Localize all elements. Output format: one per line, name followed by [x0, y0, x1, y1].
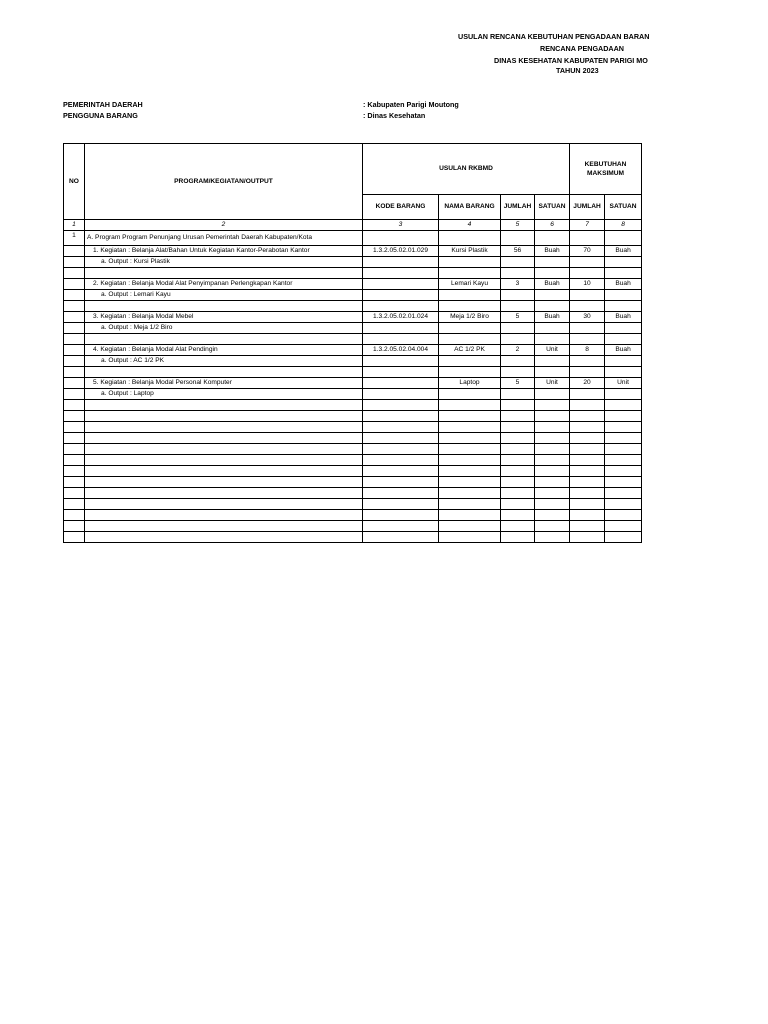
- column-number: 7: [570, 220, 605, 231]
- cell-jumlah-usulan: [501, 323, 535, 334]
- table-row: [64, 444, 642, 455]
- cell-satuan-usulan: [535, 488, 570, 499]
- cell-program: [85, 488, 363, 499]
- cell-jumlah-usulan: [501, 400, 535, 411]
- cell-satuan-usulan: [535, 455, 570, 466]
- cell-satuan-kebutuhan: [605, 334, 642, 345]
- cell-satuan-usulan: [535, 422, 570, 433]
- table-row: [64, 422, 642, 433]
- cell-program: 1. Kegiatan : Belanja Alat/Bahan Untuk Kegiatan Kantor-Perabotan Kantor: [85, 246, 363, 257]
- cell-no: [64, 411, 85, 422]
- cell-jumlah-usulan: [501, 231, 535, 246]
- table-row: [64, 257, 642, 268]
- cell-no: [64, 433, 85, 444]
- cell-no: [64, 257, 85, 268]
- cell-satuan-kebutuhan: [605, 257, 642, 268]
- table-row: [64, 389, 642, 400]
- cell-satuan-kebutuhan: [605, 290, 642, 301]
- table-row: [64, 345, 642, 356]
- cell-kode-barang: [363, 455, 439, 466]
- cell-program: [85, 444, 363, 455]
- cell-jumlah-kebutuhan: [570, 268, 605, 279]
- cell-jumlah-kebutuhan: [570, 499, 605, 510]
- cell-satuan-usulan: [535, 334, 570, 345]
- pemerintah-value: : Kabupaten Parigi Moutong: [363, 100, 459, 109]
- cell-jumlah-kebutuhan: [570, 444, 605, 455]
- cell-satuan-kebutuhan: [605, 477, 642, 488]
- cell-nama-barang: [439, 301, 501, 312]
- header-kebutuhan: KEBUTUHAN MAKSIMUM: [570, 144, 642, 195]
- cell-kode-barang: 1.3.2.05.02.01.029: [363, 246, 439, 257]
- cell-satuan-kebutuhan: [605, 521, 642, 532]
- cell-program: [85, 301, 363, 312]
- pengguna-value: : Dinas Kesehatan: [363, 111, 426, 120]
- cell-jumlah-usulan: [501, 422, 535, 433]
- cell-jumlah-kebutuhan: [570, 488, 605, 499]
- cell-program: a. Output : Laptop: [85, 389, 363, 400]
- cell-program: [85, 334, 363, 345]
- cell-no: [64, 334, 85, 345]
- header-no: NO: [64, 144, 85, 220]
- cell-jumlah-kebutuhan: [570, 231, 605, 246]
- cell-jumlah-kebutuhan: [570, 323, 605, 334]
- cell-satuan-usulan: [535, 444, 570, 455]
- cell-no: [64, 367, 85, 378]
- cell-program: [85, 400, 363, 411]
- cell-satuan-usulan: [535, 521, 570, 532]
- table-row: [64, 312, 642, 323]
- cell-jumlah-usulan: 2: [501, 345, 535, 356]
- cell-kode-barang: 1.3.2.05.02.04.004: [363, 345, 439, 356]
- cell-program: [85, 367, 363, 378]
- cell-nama-barang: [439, 422, 501, 433]
- cell-no: [64, 510, 85, 521]
- cell-no: [64, 422, 85, 433]
- cell-no: [64, 345, 85, 356]
- cell-jumlah-kebutuhan: [570, 257, 605, 268]
- cell-jumlah-usulan: [501, 433, 535, 444]
- column-number: 2: [85, 220, 363, 231]
- header-usulan: USULAN RKBMD: [363, 144, 570, 195]
- cell-kode-barang: [363, 389, 439, 400]
- cell-no: [64, 400, 85, 411]
- cell-jumlah-kebutuhan: 8: [570, 345, 605, 356]
- cell-program: [85, 477, 363, 488]
- cell-kode-barang: [363, 532, 439, 543]
- cell-satuan-usulan: [535, 411, 570, 422]
- cell-jumlah-usulan: [501, 455, 535, 466]
- cell-program: [85, 411, 363, 422]
- cell-satuan-kebutuhan: [605, 400, 642, 411]
- cell-jumlah-kebutuhan: 20: [570, 378, 605, 389]
- cell-satuan-kebutuhan: [605, 422, 642, 433]
- cell-nama-barang: Laptop: [439, 378, 501, 389]
- cell-no: [64, 301, 85, 312]
- header-program: PROGRAM/KEGIATAN/OUTPUT: [85, 144, 363, 220]
- cell-satuan-usulan: [535, 323, 570, 334]
- cell-jumlah-kebutuhan: [570, 422, 605, 433]
- column-number-row: [64, 220, 642, 231]
- cell-kode-barang: [363, 466, 439, 477]
- cell-program: a. Output : Kursi Plastik: [85, 257, 363, 268]
- cell-kode-barang: [363, 411, 439, 422]
- cell-nama-barang: [439, 488, 501, 499]
- cell-satuan-kebutuhan: [605, 510, 642, 521]
- cell-satuan-kebutuhan: [605, 433, 642, 444]
- cell-kode-barang: [363, 231, 439, 246]
- table-body: [64, 231, 642, 543]
- cell-nama-barang: [439, 268, 501, 279]
- cell-nama-barang: [439, 389, 501, 400]
- cell-no: [64, 246, 85, 257]
- column-number: 8: [605, 220, 642, 231]
- cell-satuan-kebutuhan: [605, 367, 642, 378]
- cell-nama-barang: [439, 356, 501, 367]
- cell-no: [64, 268, 85, 279]
- cell-satuan-usulan: Buah: [535, 279, 570, 290]
- cell-no: [64, 389, 85, 400]
- cell-no: 1: [64, 231, 85, 246]
- cell-nama-barang: [439, 400, 501, 411]
- cell-kode-barang: [363, 433, 439, 444]
- cell-kode-barang: 1.3.2.05.02.01.024: [363, 312, 439, 323]
- cell-satuan-kebutuhan: [605, 356, 642, 367]
- cell-satuan-usulan: Unit: [535, 378, 570, 389]
- cell-satuan-kebutuhan: [605, 466, 642, 477]
- table-row: [64, 323, 642, 334]
- cell-no: [64, 455, 85, 466]
- cell-jumlah-usulan: [501, 301, 535, 312]
- cell-satuan-kebutuhan: Buah: [605, 279, 642, 290]
- cell-jumlah-kebutuhan: [570, 356, 605, 367]
- cell-jumlah-usulan: [501, 444, 535, 455]
- header-nama-barang: NAMA BARANG: [439, 195, 501, 220]
- table-row: [64, 433, 642, 444]
- cell-jumlah-usulan: [501, 356, 535, 367]
- cell-jumlah-kebutuhan: [570, 510, 605, 521]
- cell-satuan-usulan: [535, 477, 570, 488]
- cell-jumlah-usulan: [501, 268, 535, 279]
- header-title-line-1: USULAN RENCANA KEBUTUHAN PENGADAAN BARAN: [458, 32, 650, 41]
- cell-jumlah-kebutuhan: [570, 290, 605, 301]
- table-row: [64, 510, 642, 521]
- cell-jumlah-kebutuhan: [570, 400, 605, 411]
- cell-nama-barang: [439, 444, 501, 455]
- cell-kode-barang: [363, 422, 439, 433]
- cell-satuan-usulan: Unit: [535, 345, 570, 356]
- header-satuan-usulan: SATUAN: [535, 195, 570, 220]
- header-kode-barang: KODE BARANG: [363, 195, 439, 220]
- cell-satuan-usulan: [535, 389, 570, 400]
- table-row: [64, 246, 642, 257]
- cell-satuan-kebutuhan: [605, 231, 642, 246]
- cell-satuan-usulan: [535, 499, 570, 510]
- cell-nama-barang: [439, 334, 501, 345]
- cell-satuan-kebutuhan: [605, 444, 642, 455]
- cell-program: 5. Kegiatan : Belanja Modal Personal Komputer: [85, 378, 363, 389]
- cell-jumlah-usulan: 5: [501, 378, 535, 389]
- table-row: [64, 400, 642, 411]
- cell-jumlah-usulan: [501, 334, 535, 345]
- column-number: 1: [64, 220, 85, 231]
- cell-satuan-usulan: [535, 257, 570, 268]
- cell-nama-barang: [439, 411, 501, 422]
- cell-jumlah-usulan: 56: [501, 246, 535, 257]
- header-satuan-kebutuhan: SATUAN: [605, 195, 642, 220]
- column-number: 6: [535, 220, 570, 231]
- cell-jumlah-kebutuhan: [570, 334, 605, 345]
- table-row: [64, 334, 642, 345]
- cell-kode-barang: [363, 444, 439, 455]
- cell-satuan-kebutuhan: [605, 532, 642, 543]
- cell-satuan-usulan: [535, 433, 570, 444]
- cell-program: [85, 510, 363, 521]
- cell-satuan-kebutuhan: Buah: [605, 345, 642, 356]
- table-row: [64, 367, 642, 378]
- cell-nama-barang: [439, 510, 501, 521]
- cell-jumlah-usulan: [501, 367, 535, 378]
- cell-satuan-kebutuhan: [605, 301, 642, 312]
- cell-program: A. Program Program Penunjang Urusan Pemerintah Daerah Kabupaten/Kota: [85, 231, 363, 246]
- cell-satuan-usulan: [535, 400, 570, 411]
- cell-no: [64, 488, 85, 499]
- cell-nama-barang: [439, 323, 501, 334]
- column-number: 3: [363, 220, 439, 231]
- cell-satuan-kebutuhan: Buah: [605, 312, 642, 323]
- pengguna-label: PENGGUNA BARANG: [63, 111, 138, 120]
- cell-nama-barang: AC 1/2 PK: [439, 345, 501, 356]
- table-row: [64, 356, 642, 367]
- cell-nama-barang: [439, 499, 501, 510]
- cell-no: [64, 477, 85, 488]
- cell-jumlah-usulan: [501, 389, 535, 400]
- cell-satuan-kebutuhan: Unit: [605, 378, 642, 389]
- table-row: [64, 488, 642, 499]
- cell-satuan-kebutuhan: [605, 411, 642, 422]
- table-row: [64, 279, 642, 290]
- cell-program: a. Output : AC 1/2 PK: [85, 356, 363, 367]
- cell-jumlah-usulan: 3: [501, 279, 535, 290]
- cell-program: 2. Kegiatan : Belanja Modal Alat Penyimpanan Perlengkapan Kantor: [85, 279, 363, 290]
- cell-no: [64, 323, 85, 334]
- cell-jumlah-kebutuhan: 30: [570, 312, 605, 323]
- cell-jumlah-kebutuhan: [570, 301, 605, 312]
- cell-jumlah-kebutuhan: [570, 466, 605, 477]
- cell-nama-barang: [439, 257, 501, 268]
- cell-no: [64, 290, 85, 301]
- cell-satuan-usulan: [535, 367, 570, 378]
- cell-nama-barang: [439, 521, 501, 532]
- table-row: [64, 477, 642, 488]
- cell-satuan-kebutuhan: [605, 488, 642, 499]
- cell-nama-barang: Kursi Plastik: [439, 246, 501, 257]
- header-jumlah-usulan: JUMLAH: [501, 195, 535, 220]
- cell-program: [85, 422, 363, 433]
- cell-jumlah-kebutuhan: [570, 367, 605, 378]
- cell-program: [85, 268, 363, 279]
- cell-kode-barang: [363, 334, 439, 345]
- cell-satuan-usulan: [535, 301, 570, 312]
- cell-nama-barang: [439, 290, 501, 301]
- table-row: [64, 521, 642, 532]
- cell-program: [85, 466, 363, 477]
- cell-no: [64, 312, 85, 323]
- cell-satuan-kebutuhan: [605, 323, 642, 334]
- cell-program: [85, 455, 363, 466]
- cell-program: a. Output : Lemari Kayu: [85, 290, 363, 301]
- cell-jumlah-usulan: [501, 488, 535, 499]
- cell-kode-barang: [363, 521, 439, 532]
- cell-kode-barang: [363, 301, 439, 312]
- cell-kode-barang: [363, 400, 439, 411]
- cell-no: [64, 356, 85, 367]
- cell-satuan-kebutuhan: [605, 389, 642, 400]
- cell-jumlah-kebutuhan: [570, 411, 605, 422]
- cell-no: [64, 378, 85, 389]
- cell-jumlah-usulan: 5: [501, 312, 535, 323]
- table-row: [64, 466, 642, 477]
- column-number: 4: [439, 220, 501, 231]
- cell-satuan-usulan: [535, 356, 570, 367]
- cell-satuan-usulan: [535, 466, 570, 477]
- cell-satuan-usulan: Buah: [535, 312, 570, 323]
- cell-satuan-usulan: [535, 290, 570, 301]
- cell-kode-barang: [363, 323, 439, 334]
- cell-program: [85, 433, 363, 444]
- cell-nama-barang: [439, 367, 501, 378]
- cell-kode-barang: [363, 510, 439, 521]
- cell-satuan-usulan: Buah: [535, 246, 570, 257]
- table-row: [64, 378, 642, 389]
- cell-program: a. Output : Meja 1/2 Biro: [85, 323, 363, 334]
- header-jumlah-kebutuhan: JUMLAH: [570, 195, 605, 220]
- cell-no: [64, 532, 85, 543]
- cell-satuan-usulan: [535, 532, 570, 543]
- cell-jumlah-kebutuhan: [570, 389, 605, 400]
- cell-satuan-usulan: [535, 231, 570, 246]
- cell-jumlah-kebutuhan: 70: [570, 246, 605, 257]
- cell-jumlah-usulan: [501, 521, 535, 532]
- cell-program: 4. Kegiatan : Belanja Modal Alat Pendingin: [85, 345, 363, 356]
- cell-kode-barang: [363, 279, 439, 290]
- cell-satuan-usulan: [535, 268, 570, 279]
- cell-jumlah-kebutuhan: [570, 433, 605, 444]
- cell-nama-barang: Lemari Kayu: [439, 279, 501, 290]
- cell-kode-barang: [363, 477, 439, 488]
- header-title-line-3: DINAS KESEHATAN KABUPATEN PARIGI MO: [494, 56, 648, 65]
- header-title-line-2: RENCANA PENGADAAN: [540, 44, 624, 53]
- cell-kode-barang: [363, 367, 439, 378]
- cell-kode-barang: [363, 499, 439, 510]
- cell-satuan-usulan: [535, 510, 570, 521]
- cell-kode-barang: [363, 257, 439, 268]
- cell-satuan-kebutuhan: Buah: [605, 246, 642, 257]
- cell-nama-barang: [439, 466, 501, 477]
- cell-no: [64, 466, 85, 477]
- cell-satuan-kebutuhan: [605, 455, 642, 466]
- cell-nama-barang: [439, 477, 501, 488]
- cell-jumlah-usulan: [501, 477, 535, 488]
- cell-no: [64, 279, 85, 290]
- cell-jumlah-kebutuhan: [570, 521, 605, 532]
- cell-jumlah-usulan: [501, 510, 535, 521]
- cell-jumlah-kebutuhan: 10: [570, 279, 605, 290]
- cell-program: [85, 532, 363, 543]
- cell-jumlah-usulan: [501, 499, 535, 510]
- pemerintah-label: PEMERINTAH DAERAH: [63, 100, 143, 109]
- table-row: [64, 268, 642, 279]
- cell-no: [64, 521, 85, 532]
- cell-kode-barang: [363, 290, 439, 301]
- cell-program: 3. Kegiatan : Belanja Modal Mebel: [85, 312, 363, 323]
- cell-jumlah-kebutuhan: [570, 477, 605, 488]
- cell-no: [64, 444, 85, 455]
- cell-kode-barang: [363, 378, 439, 389]
- table-row: [64, 290, 642, 301]
- cell-jumlah-kebutuhan: [570, 455, 605, 466]
- cell-kode-barang: [363, 268, 439, 279]
- cell-jumlah-usulan: [501, 290, 535, 301]
- cell-kode-barang: [363, 488, 439, 499]
- cell-jumlah-kebutuhan: [570, 532, 605, 543]
- rkbmd-table: [63, 143, 642, 543]
- cell-satuan-kebutuhan: [605, 499, 642, 510]
- column-number: 5: [501, 220, 535, 231]
- cell-satuan-kebutuhan: [605, 268, 642, 279]
- table-row: [64, 455, 642, 466]
- cell-jumlah-usulan: [501, 532, 535, 543]
- table-row: [64, 411, 642, 422]
- header-title-line-4: TAHUN 2023: [556, 66, 599, 75]
- cell-no: [64, 499, 85, 510]
- table-row: [64, 499, 642, 510]
- cell-jumlah-usulan: [501, 257, 535, 268]
- cell-nama-barang: [439, 455, 501, 466]
- cell-kode-barang: [363, 356, 439, 367]
- cell-program: [85, 521, 363, 532]
- cell-jumlah-usulan: [501, 411, 535, 422]
- cell-nama-barang: [439, 231, 501, 246]
- cell-jumlah-usulan: [501, 466, 535, 477]
- table-row: [64, 231, 642, 246]
- table-row: [64, 532, 642, 543]
- cell-program: [85, 499, 363, 510]
- cell-nama-barang: Meja 1/2 Biro: [439, 312, 501, 323]
- table-row: [64, 301, 642, 312]
- cell-nama-barang: [439, 532, 501, 543]
- cell-nama-barang: [439, 433, 501, 444]
